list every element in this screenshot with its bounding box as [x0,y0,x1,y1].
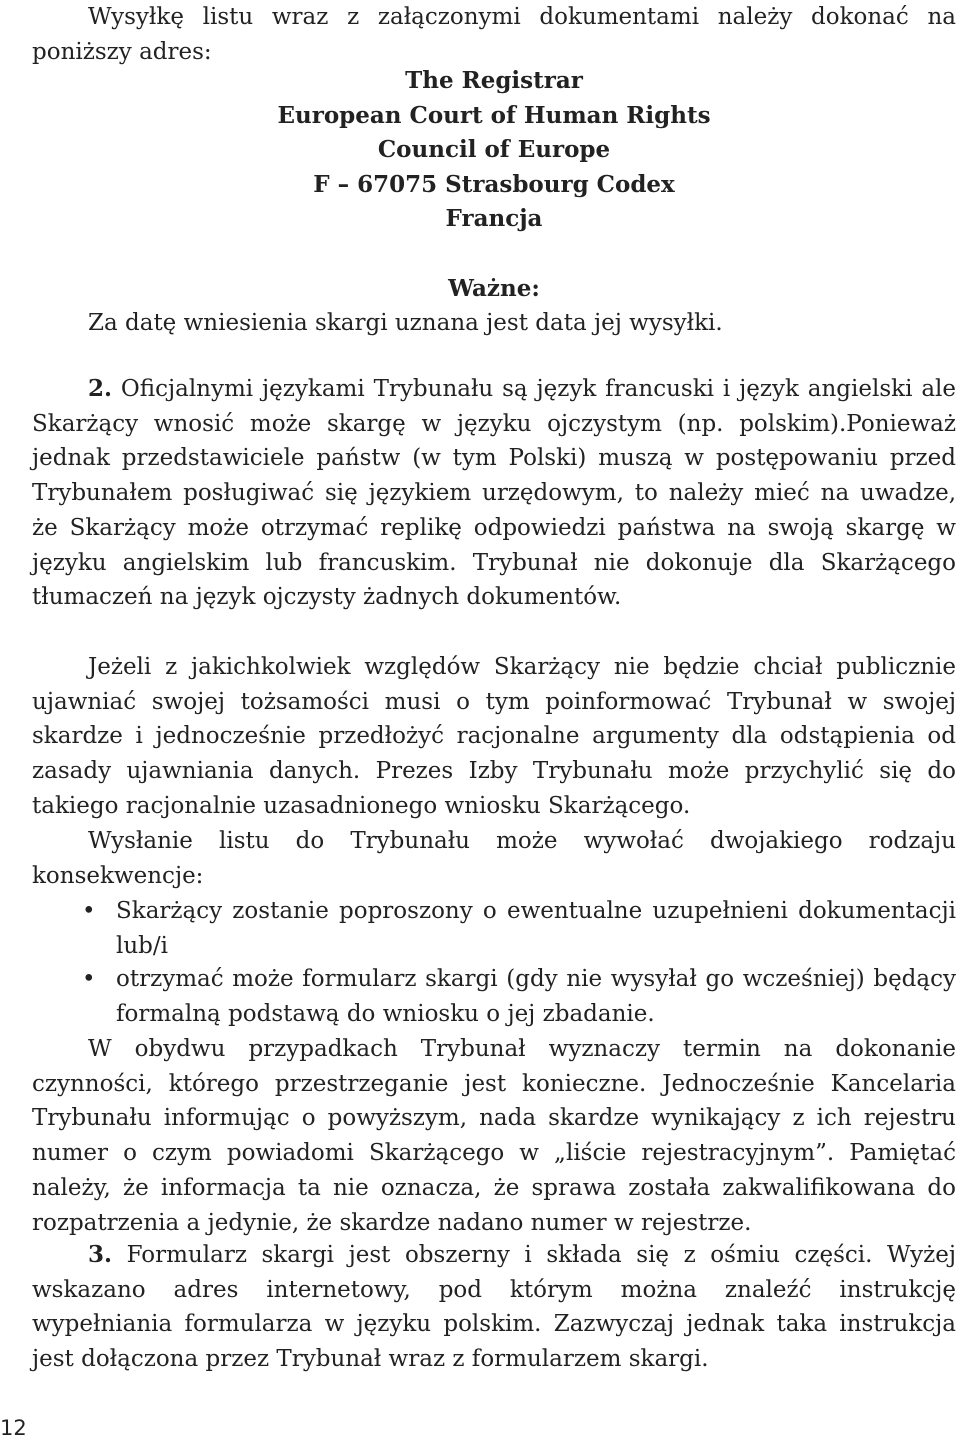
bullet-item-text: Skarżący zostanie poproszony o ewentualne uzupełnieni dokumentacji lub/i [116,898,956,959]
address-block [32,64,956,237]
section-2-number: 2. [88,375,113,402]
address-line-3: Council of Europe [377,136,611,163]
section-2-text: Oficjalnymi językami Trybunału są język francuski i język angielski ale Skarżący wnosić może skargę w języku ojczystym (np. polskim).Ponieważ jednak przedstawiciele państw (w tym Polski) muszą w postępowaniu przed Trybunałem posługiwać się językiem urzędowym, to należy mieć na uwadze, że Skarżący może otrzymać replikę odpowiedzi państwa na swoją skargę w języku angielskim lub francuskim. Trybunał nie dokonuje dla Skarżącego tłumaczeń na język ojczysty żadnych dokumentów. [32,376,957,611]
important-text: Za datę wniesienia skargi uznana jest data jej wysyłki. [88,310,723,336]
section-3-paragraph [32,1238,956,1377]
page-number: 12 [0,1416,27,1440]
address-line-1: The Registrar [405,67,583,94]
important-heading: Ważne: [448,275,540,302]
bullet-icon: • [82,966,96,992]
bullet-icon: • [82,898,96,924]
address-line-4: F – 67075 Strasbourg Codex [313,170,675,198]
bullet-item-text: otrzymać może formularz skargi (gdy nie wysyłał go wcześniej) będący formalną podstawą do wniosku o jej zbadanie. [116,966,956,1027]
address-line-2: European Court of Human Rights [277,101,711,129]
address-line-5: Francja [445,205,543,232]
deadline-paragraph: W obydwu przypadkach Trybunał wyznaczy termin na dokonanie czynności, którego przestrzeganie jest konieczne. Jednocześnie Kancelaria Trybunału informując o powyższym, nada skardze wynikający z ich rejestru numer o czym powiadomi Skarżącego w „liście rejestracyjnym”. Pamiętać należy, że informacja ta nie oznacza, że sprawa została zakwalifikowana do rozpatrzenia a jedynie, że skardze nadano numer w rejestrze. [32,1036,956,1236]
consequences-paragraph: Wysłanie listu do Trybunału może wywołać dwojakiego rodzaju konsekwencje: [32,828,956,889]
anonymity-paragraph: Jeżeli z jakichkolwiek względów Skarżący nie będzie chciał publicznie ujawniać swojej tożsamości musi o tym poinformować Trybunał w swojej skardze i jednocześnie przedłożyć racjonalne argumenty dla odstąpienia od zasady ujawniania danych. Prezes Izby Trybunału może przychylić się do takiego racjonalnie uzasadnionego wniosku Skarżącego. [32,654,956,819]
section-3-text: Formularz skargi jest obszerny i składa się z ośmiu części. Wyżej wskazano adres internetowy, pod którym można znaleźć instrukcję wypełniania formularza w języku polskim. Zazwyczaj jednak taka instrukcja jest dołączona przez Trybunał wraz z formularzem skargi. [32,1242,957,1373]
section-3-number: 3. [88,1241,113,1268]
intro-paragraph: Wysyłkę listu wraz z załączonymi dokumentami należy dokonać na poniższy adres: [32,4,956,65]
document-page [32,0,956,1440]
bullet-item-2 [32,962,956,1031]
section-2-paragraph [32,372,956,615]
bullet-item-1 [32,894,956,963]
